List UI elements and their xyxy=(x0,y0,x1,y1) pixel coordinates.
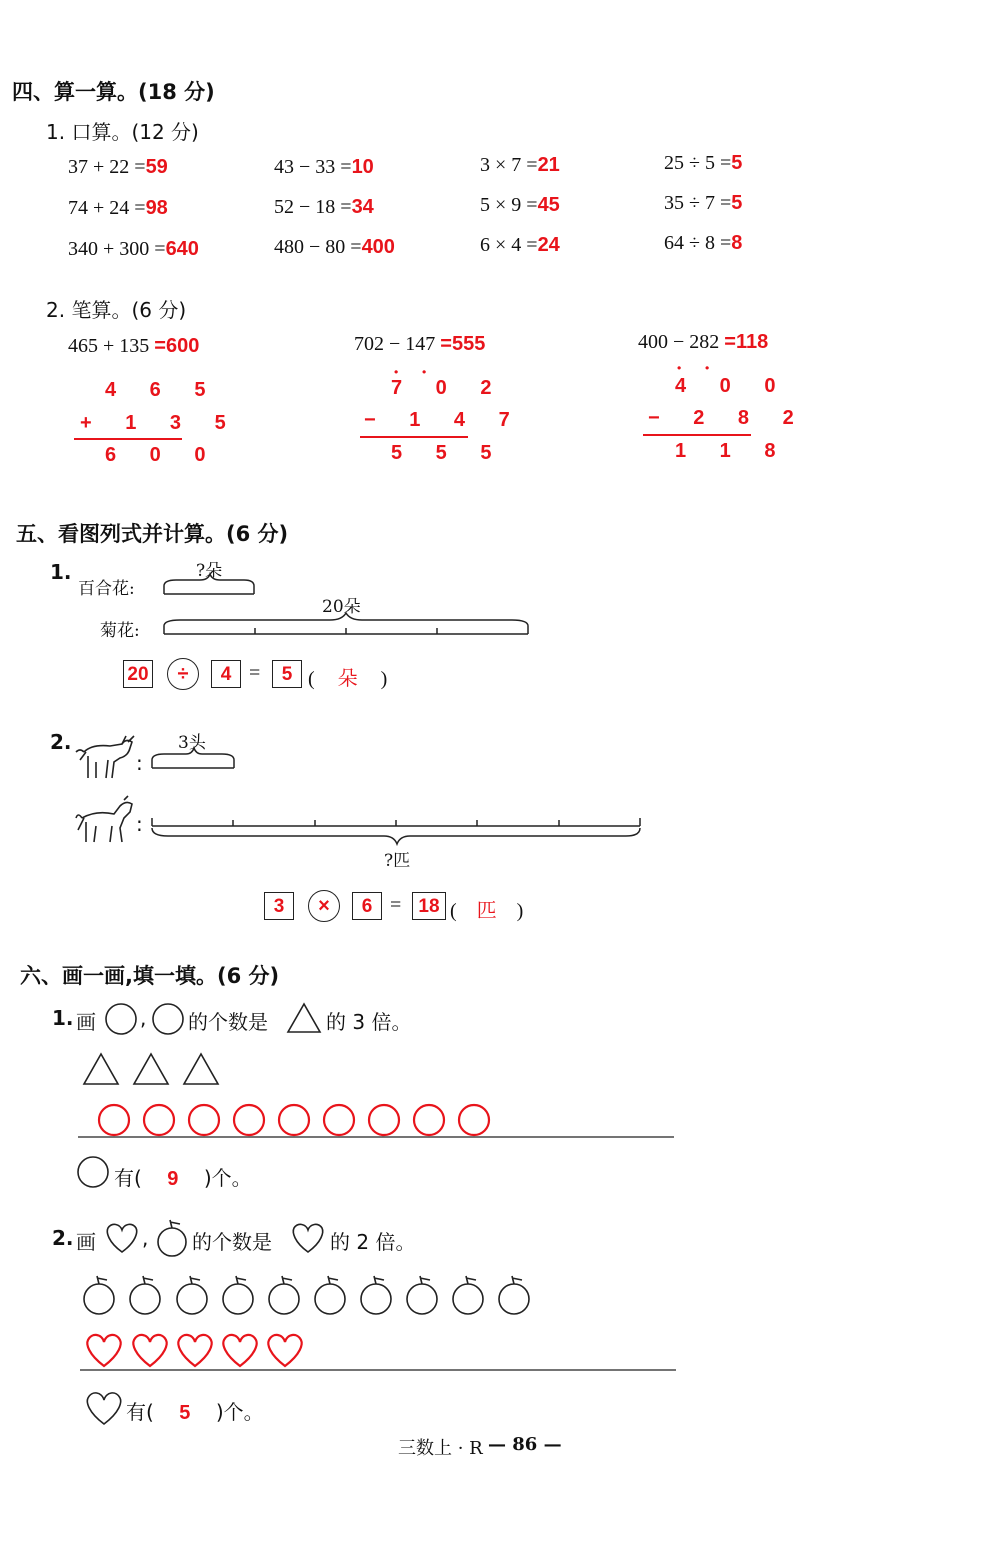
heart-icon xyxy=(87,1393,120,1424)
circle-icon xyxy=(369,1105,399,1135)
brace-label-top: ?朵 xyxy=(196,561,223,581)
prompt-text: 的个数是 xyxy=(188,1010,268,1034)
answer-value: 8 xyxy=(731,232,743,254)
heart-icon xyxy=(87,1335,120,1366)
answer-value: 5 xyxy=(731,152,743,174)
vertical-mid: − 2 8 2 xyxy=(648,407,808,429)
prompt-text: 画 xyxy=(76,1230,96,1254)
answer-value: 21 xyxy=(537,154,560,176)
q1-number: 1. xyxy=(52,1006,74,1030)
heart-icon xyxy=(178,1335,211,1366)
mental-item: 25 ÷ 5 =5 xyxy=(664,152,743,174)
triangle-icon xyxy=(184,1054,218,1084)
circle-icon xyxy=(234,1105,264,1135)
heart-icon xyxy=(223,1335,256,1366)
vertical-top: 7 0 2 xyxy=(391,377,506,399)
operator-circle: × xyxy=(308,890,340,922)
answer-box: 4 xyxy=(211,660,241,688)
q2-number: 2. xyxy=(50,730,72,754)
circle-icon xyxy=(324,1105,354,1135)
answer-box: 20 xyxy=(123,660,153,688)
answer-value: 10 xyxy=(351,156,374,178)
brace-label-bottom: ?匹 xyxy=(384,851,411,871)
prompt-text: 的 2 倍。 xyxy=(330,1230,416,1254)
mental-item: 480 − 80 =400 xyxy=(274,236,395,258)
answer-value: 640 xyxy=(165,238,199,260)
apple-icon xyxy=(361,1276,391,1314)
heart-icon xyxy=(133,1335,166,1366)
triangle-icon xyxy=(288,1004,320,1032)
apple-icon xyxy=(453,1276,483,1314)
heart-icon xyxy=(107,1224,136,1252)
vertical-mid: + 1 3 5 xyxy=(80,412,240,434)
circle-icon xyxy=(106,1004,136,1034)
written-expr: 702 − 147 =555 xyxy=(354,333,486,355)
circle-icon xyxy=(78,1157,108,1187)
prompt-text: , xyxy=(142,1226,149,1250)
borrow-dot: · xyxy=(704,358,711,379)
mental-item: 6 × 4 =24 xyxy=(480,234,560,256)
answer-value: 98 xyxy=(145,197,168,219)
mental-item: 64 ÷ 8 =8 xyxy=(664,232,743,254)
vertical-result: 6 0 0 xyxy=(105,444,220,466)
equals-sign: = xyxy=(249,662,261,684)
answer-box: 18 xyxy=(412,892,446,920)
section4-q2-title: 2. 笔算。(6 分) xyxy=(46,298,187,322)
vertical-top: 4 6 5 xyxy=(105,379,220,401)
answer-box: 5 xyxy=(272,660,302,688)
apple-icon xyxy=(407,1276,437,1314)
answer-value: 5 xyxy=(731,192,743,214)
q2-number: 2. xyxy=(52,1226,74,1250)
answer-box: 3 xyxy=(264,892,294,920)
prompt-text: , xyxy=(140,1006,147,1030)
brace-label-top: 3头 xyxy=(178,733,206,753)
mental-item: 35 ÷ 7 =5 xyxy=(664,192,743,214)
circle-icon xyxy=(144,1105,174,1135)
circle-icon xyxy=(279,1105,309,1135)
operator-circle: ÷ xyxy=(167,658,199,690)
triangle-icon xyxy=(134,1054,168,1084)
label-chrysanthemum: 菊花: xyxy=(100,621,140,641)
equals-sign: = xyxy=(390,894,402,916)
colon: : xyxy=(136,751,143,775)
circle-icon xyxy=(414,1105,444,1135)
written-expr: 465 + 135 =600 xyxy=(68,335,200,357)
brace-label-mum: 20朵 xyxy=(322,597,361,617)
answer-box: 6 xyxy=(352,892,382,920)
heart-icon xyxy=(268,1335,301,1366)
footer-book: 三数上 · R xyxy=(398,1438,483,1459)
apple-icon xyxy=(223,1276,253,1314)
circle-icon xyxy=(459,1105,489,1135)
prompt-text: 的个数是 xyxy=(192,1230,272,1254)
mental-item: 5 × 9 =45 xyxy=(480,194,560,216)
apple-icon xyxy=(130,1276,160,1314)
mental-item: 3 × 7 =21 xyxy=(480,154,560,176)
vertical-mid: − 1 4 7 xyxy=(364,409,524,431)
vertical-result: 1 1 8 xyxy=(675,440,790,462)
prompt-text: 画 xyxy=(76,1010,96,1034)
page-number: — 86 — xyxy=(488,1434,562,1455)
section6-title: 六、画一画,填一填。(6 分) xyxy=(20,964,280,988)
section5-title: 五、看图列式并计算。(6 分) xyxy=(16,522,289,546)
section4-title: 四、算一算。(18 分) xyxy=(12,80,215,104)
label-lily: 百合花: xyxy=(78,579,135,599)
vertical-top: 4 0 0 xyxy=(675,375,790,397)
answer-value: 34 xyxy=(351,196,374,218)
apple-icon xyxy=(269,1276,299,1314)
answer-value: 45 xyxy=(537,194,560,216)
q1-number: 1. xyxy=(50,560,72,584)
apple-icon xyxy=(315,1276,345,1314)
section4-q1-title: 1. 口算。(12 分) xyxy=(46,120,199,144)
mental-item: 37 + 22 =59 xyxy=(68,156,168,178)
apple-icon xyxy=(84,1276,114,1314)
apple-icon xyxy=(158,1220,186,1256)
colon: : xyxy=(136,812,143,836)
borrow-dot: · xyxy=(676,358,683,379)
borrow-dot: · xyxy=(393,362,400,383)
vertical-result: 5 5 5 xyxy=(391,442,506,464)
apple-icon xyxy=(499,1276,529,1314)
circle-icon xyxy=(99,1105,129,1135)
apple-icon xyxy=(177,1276,207,1314)
answer-value: 24 xyxy=(537,234,560,256)
answer-line: 有( 5 )个。 xyxy=(126,1400,264,1424)
answer-line: 有( 9 )个。 xyxy=(114,1166,252,1190)
borrow-dot: · xyxy=(421,362,428,383)
triangle-icon xyxy=(84,1054,118,1084)
answer-value: 59 xyxy=(145,156,168,178)
mental-item: 52 − 18 =34 xyxy=(274,196,374,218)
written-expr: 400 − 282 =118 xyxy=(638,331,769,353)
circle-icon xyxy=(153,1004,183,1034)
unit-bracket: ( 朵 ) xyxy=(308,668,388,690)
unit-bracket: ( 匹 ) xyxy=(450,900,524,922)
mental-item: 43 − 33 =10 xyxy=(274,156,374,178)
prompt-text: 的 3 倍。 xyxy=(326,1010,412,1034)
mental-item: 74 + 24 =98 xyxy=(68,197,168,219)
mental-item: 340 + 300 =640 xyxy=(68,238,199,260)
circle-icon xyxy=(189,1105,219,1135)
answer-value: 400 xyxy=(361,236,395,258)
heart-icon xyxy=(293,1224,322,1252)
